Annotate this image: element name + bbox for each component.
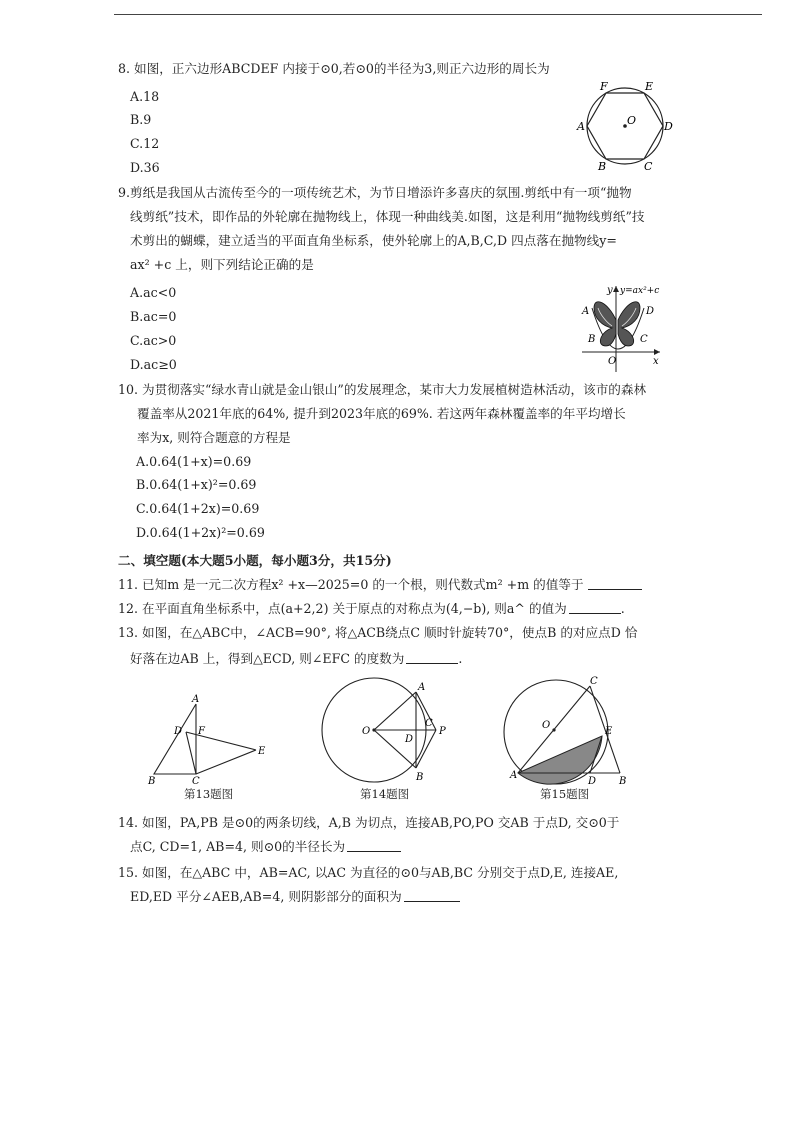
q14-line-2 (130, 838, 401, 856)
q10-option-d: D.0.64(1+2x)²=0.69 (136, 525, 265, 540)
q9-line-4: ax² +c 上，则下列结论正确的是 (130, 257, 314, 272)
q9-x-arrow (654, 349, 660, 355)
q8-label-f: F (600, 80, 608, 93)
fig14-label-o: O (362, 726, 371, 737)
q10-line-3: 率为x, 则符合题意的方程是 (137, 430, 291, 445)
q13-tail: . (458, 651, 463, 666)
fig14-caption: 第14题图 (360, 787, 410, 801)
q11-text: 11. 已知m 是一元二次方程x² +x—2025=0 的一个根，则代数式m² +m 的值等于 (118, 577, 584, 592)
q15-answer-blank[interactable] (404, 889, 460, 902)
fig15-label-a: A (510, 770, 518, 781)
q8-label-a: A (577, 120, 585, 133)
q9-option-c: C.ac>0 (130, 333, 177, 348)
fig15-label-o: O (542, 720, 551, 731)
fig13-label-d: D (174, 726, 183, 737)
fig15-caption: 第15题图 (540, 787, 590, 801)
q12-answer-blank[interactable] (569, 601, 621, 614)
q10-option-b: B.0.64(1+x)²=0.69 (136, 477, 257, 492)
q15-line-1: 15. 如图，在△ABC 中，AB=AC, 以AC 为直径的⊙0与AB,BC 分别交于点D,E, 连接AE, (118, 865, 619, 880)
q10-line-1: 10. 为贯彻落实“绿水青山就是金山银山”的发展理念，某市大力发展植树造林活动，该市的森林 (118, 382, 647, 397)
fig14 (312, 674, 472, 786)
fig13-label-b: B (148, 776, 156, 787)
q8-option-d: D.36 (130, 160, 160, 175)
q15-line-2-text: ED,ED 平分∠AEB,AB=4, 则阴影部分的面积为 (130, 889, 402, 904)
q8-label-o: O (627, 114, 637, 127)
q9-label-b: B (588, 334, 596, 345)
q9-line-3: 术剪出的蝴蝶，建立适当的平面直角坐标系，使外轮廓上的A,B,C,D 四点落在抛物线y= (130, 233, 617, 248)
q8-label-e: E (645, 80, 654, 93)
q10-option-c: C.0.64(1+2x)=0.69 (136, 501, 260, 516)
fig15-label-c: C (590, 676, 598, 687)
q10-option-a: A.0.64(1+x)=0.69 (136, 454, 252, 469)
q8-option-b: B.9 (130, 112, 152, 127)
fig13-triangle-abc (154, 704, 196, 774)
fig13-label-c: C (192, 776, 200, 787)
q9-label-x: x (653, 356, 659, 367)
q14-answer-blank[interactable] (347, 839, 401, 852)
fig13-label-e: E (258, 746, 266, 757)
fig13-segment-ce (196, 750, 256, 774)
q9-line-2: 线剪纸”技术，即作品的外轮廓在抛物线上，体现一种曲线美.如图，这是利用“抛物线剪纸”技 (130, 209, 645, 224)
q9-option-d: D.ac≥0 (130, 357, 177, 372)
fig13-segment-cd (186, 732, 196, 774)
q9-y-arrow (613, 286, 619, 292)
q9-right-wing (618, 302, 640, 346)
q9-option-a: A.ac<0 (130, 285, 177, 300)
fig15-label-b: B (619, 776, 627, 786)
q12-tail: . (620, 601, 625, 616)
q14-line-1: 14. 如图，PA,PB 是⊙0的两条切线，A,B 为切点，连接AB,PO,PO 交AB 于点D, 交⊙0于 (118, 815, 620, 830)
q15-line-2 (130, 888, 460, 906)
q9-label-c: C (640, 334, 648, 345)
q9-butterfly-figure (578, 280, 668, 375)
q8-option-c: C.12 (130, 136, 160, 151)
fig15-label-e: E (605, 726, 613, 737)
q8-label-d: D (664, 120, 673, 133)
fig13-label-a: A (192, 694, 200, 705)
q13-line-2 (130, 650, 462, 668)
q9-label-equation: y=ax²+c (620, 286, 660, 296)
q9-label-a: A (582, 306, 590, 317)
q9-line-1: 9.剪纸是我国从古流传至今的一项传统艺术，为节日增添许多喜庆的氛围.剪纸中有一项“抛物 (118, 185, 632, 200)
q8-label-b: B (598, 160, 607, 173)
q9-label-y: y (607, 285, 613, 296)
header-rule (114, 14, 762, 15)
q13-answer-blank[interactable] (406, 651, 458, 664)
q9-label-d: D (646, 306, 655, 317)
section-2-heading: 二、填空题(本大题5小题，每小题3分，共15分) (118, 553, 392, 568)
fig15-center-dot (552, 728, 555, 731)
q13-line-1: 13. 如图，在△ABC中，∠ACB=90°, 将△ACB绕点C 顺时针旋转70°，使点B 的对应点D 恰 (118, 625, 638, 640)
q9-label-o: O (608, 356, 617, 367)
q12 (118, 600, 625, 618)
fig13 (140, 692, 280, 787)
fig13-label-f: F (198, 726, 205, 737)
q8-hexagon-figure (575, 80, 675, 175)
fig14-segment-oa (374, 692, 416, 730)
q11-answer-blank[interactable] (588, 577, 642, 590)
fig13-caption: 第13题图 (184, 787, 234, 801)
fig14-label-p: P (439, 726, 446, 737)
q12-text: 12. 在平面直角坐标系中，点(a+2,2) 关于原点的对称点为(4,−b), 则a^ 的值为 (118, 601, 567, 616)
q14-line-2-text: 点C, CD=1, AB=4, 则⊙0的半径长为 (130, 839, 346, 854)
fig15-label-d: D (588, 776, 597, 786)
fig14-center-dot (372, 728, 375, 731)
q8-label-c: C (644, 160, 653, 173)
fig14-label-c: C (425, 718, 433, 729)
q11 (118, 576, 642, 594)
q8-option-a: A.18 (130, 89, 160, 104)
q9-option-b: B.ac=0 (130, 309, 177, 324)
q13-line-2-text: 好落在边AB 上，得到△ECD, 则∠EFC 的度数为 (130, 651, 405, 666)
fig15 (498, 674, 638, 786)
q10-line-2: 覆盖率从2021年底的64%, 提升到2023年底的69%. 若这两年森林覆盖率的年平均增长 (137, 406, 626, 421)
fig14-label-a: A (418, 682, 426, 693)
fig14-label-d: D (405, 734, 414, 745)
fig14-label-b: B (416, 772, 424, 783)
q8-stem: 8. 如图，正六边形ABCDEF 内接于⊙0,若⊙0的半径为3,则正六边形的周长为 (118, 61, 550, 76)
